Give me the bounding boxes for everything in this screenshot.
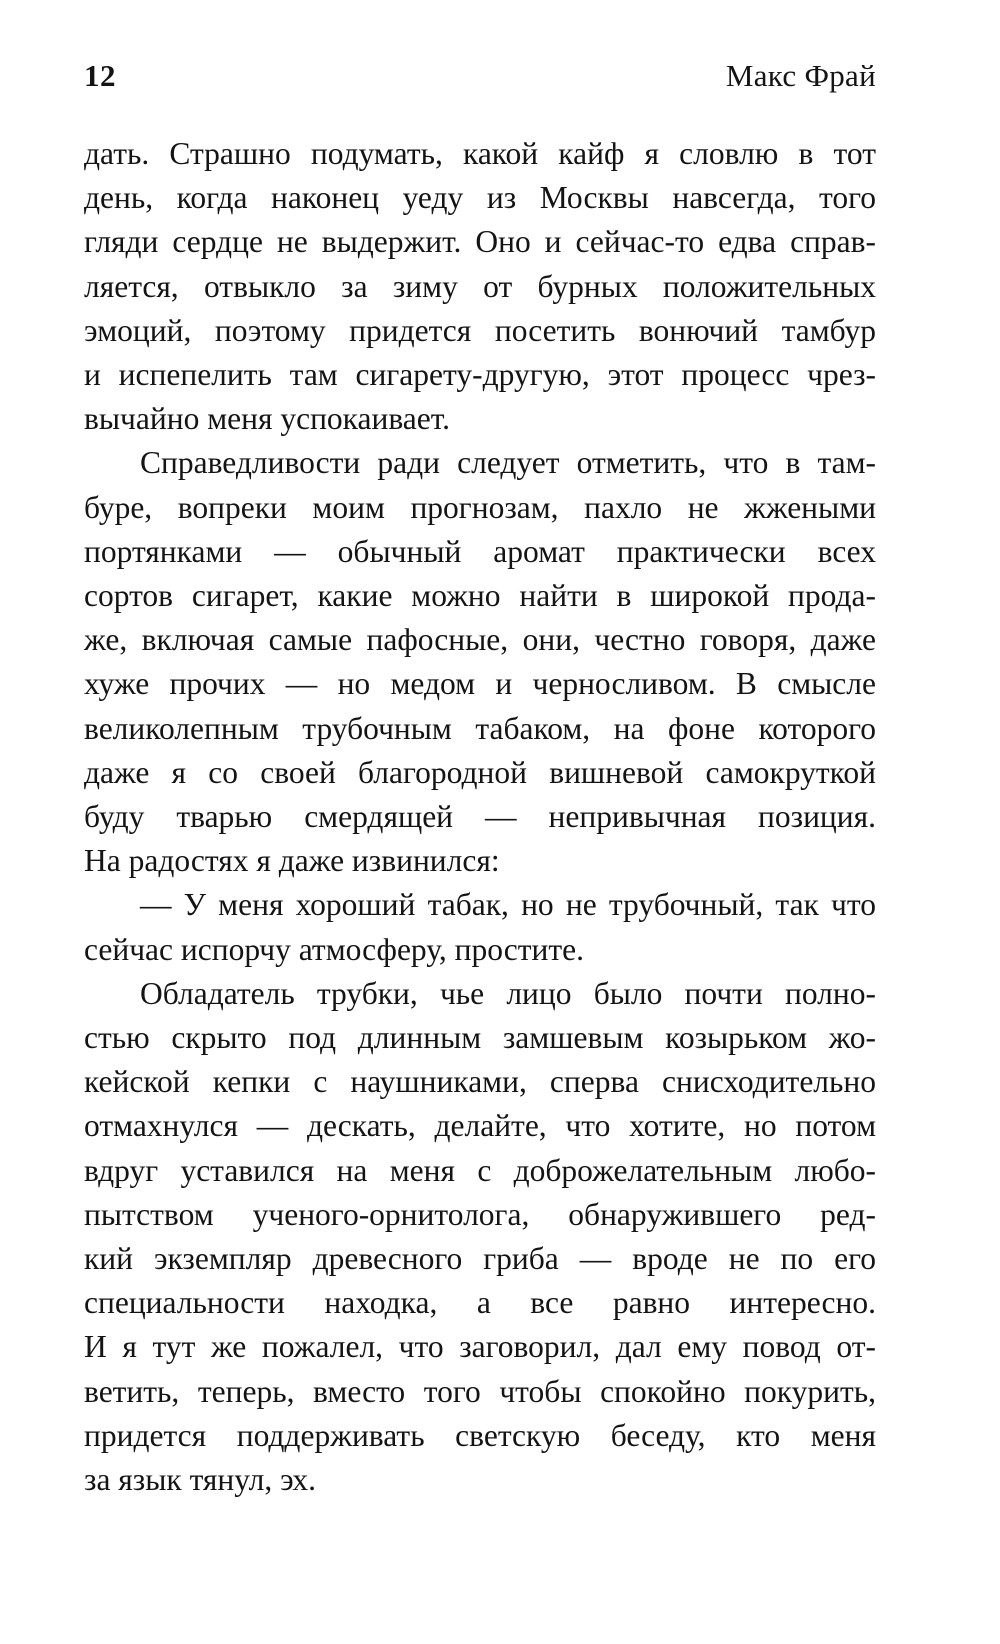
text-line: портянками — обычный аромат практически всех — [84, 533, 876, 569]
text-line: На радостях я даже извинился: — [84, 843, 500, 879]
text-line: И я тут же пожалел, что заговорил, дал ему повод от- — [84, 1329, 876, 1365]
text-line: буре, вопреки моим прогнозам, пахло не жжеными — [84, 489, 876, 525]
author-name: Макс Фрай — [725, 58, 876, 93]
text-line: пытством ученого-орнитолога, обнаружившего ред- — [84, 1196, 876, 1232]
text-line: гляди сердце не выдержит. Оно и сейчас-то едва справ- — [84, 224, 876, 260]
text-line: отмахнулся — дескать, делайте, что хотите, но потом — [84, 1108, 876, 1144]
text-line: специальности находка, а все равно интересно. — [84, 1285, 876, 1321]
body-text — [84, 132, 876, 1502]
paragraph — [84, 972, 876, 1502]
text-line: и испепелить там сигарету-другую, этот процесс чрез- — [84, 357, 876, 393]
text-line: день, когда наконец уеду из Москвы навсегда, того — [84, 180, 876, 216]
running-header — [84, 58, 876, 102]
text-line: придется поддерживать светскую беседу, кто меня — [84, 1417, 876, 1453]
text-line: дать. Страшно подумать, какой кайф я словлю в тот — [84, 136, 876, 171]
text-line: за язык тянул, эх. — [84, 1462, 317, 1498]
text-line: стью скрыто под длинным замшевым козырьком жо- — [84, 1020, 876, 1056]
text-line: Справедливости ради следует отметить, что в там- — [140, 445, 876, 481]
text-line: кейской кепки с наушниками, сперва снисходительно — [84, 1064, 876, 1100]
text-line: ляется, отвыкло за зиму от бурных положительных — [84, 268, 876, 304]
text-line: буду тварью смердящей — непривычная позиция. — [84, 799, 876, 835]
paragraph — [84, 441, 876, 883]
text-line: хуже прочих — но медом и черносливом. В смысле — [84, 666, 876, 702]
text-line: кий экземпляр древесного гриба — вроде не по его — [84, 1241, 876, 1277]
text-line: сейчас испорчу атмосферу, простите. — [84, 931, 584, 967]
page-number: 12 — [84, 58, 116, 93]
text-line: вычайно меня успокаивает. — [84, 401, 451, 437]
text-line: — У меня хороший табак, но не трубочный, так что — [140, 887, 876, 923]
paragraph — [84, 883, 876, 971]
text-line: же, включая самые пафосные, они, честно говоря, даже — [84, 622, 876, 658]
text-line: сортов сигарет, какие можно найти в широкой прода- — [84, 578, 876, 614]
text-line: эмоций, поэтому придется посетить вонючий тамбур — [84, 312, 876, 348]
text-line: великолепным трубочным табаком, на фоне которого — [84, 710, 876, 746]
paragraph — [84, 132, 876, 441]
text-line: ветить, теперь, вместо того чтобы спокойно покурить, — [84, 1373, 876, 1409]
text-line: Обладатель трубки, чье лицо было почти полно- — [140, 975, 876, 1011]
text-line: вдруг уставился на меня с доброжелательным любо- — [84, 1152, 876, 1188]
text-line: даже я со своей благородной вишневой самокруткой — [84, 754, 876, 790]
